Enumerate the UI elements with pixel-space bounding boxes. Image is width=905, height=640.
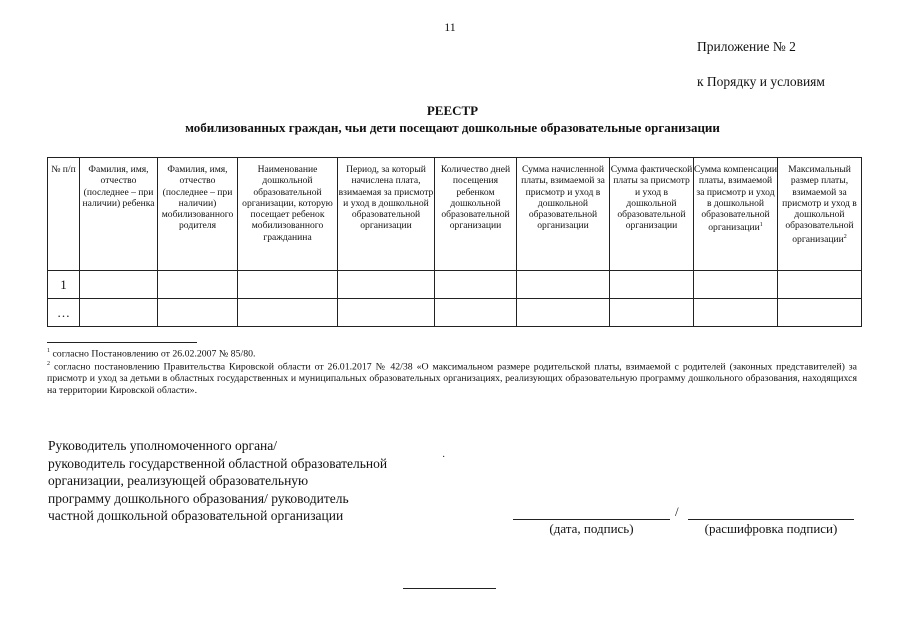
document-subtitle: мобилизованных граждан, чьи дети посещают дошкольные образовательные организации (185, 120, 720, 135)
table-header-row (48, 158, 862, 271)
table-cell (158, 299, 238, 327)
header-days: Количество дней посещения ребенком дошкольной образовательной организации (435, 158, 517, 271)
table-cell (338, 271, 435, 299)
footnote-mark: 2 (843, 233, 847, 240)
signatory-line: Руководитель уполномоченного органа/ (48, 438, 278, 453)
table-cell (80, 271, 158, 299)
header-parent-name: Фамилия, имя, отчество (последнее – при наличии) мобилизованного родителя (158, 158, 238, 271)
header-charged-amount: Сумма начисленной платы, взимаемой за присмотр и уход в дошкольной образовательной организации (517, 158, 610, 271)
table-cell (238, 271, 338, 299)
signatory-line: программу дошкольного образования/ руководитель (48, 490, 349, 506)
table-cell: 1 (48, 271, 80, 299)
date-signature-caption: (дата, подпись) (549, 521, 634, 536)
table-cell (80, 299, 158, 327)
registry-table (47, 157, 862, 327)
stray-dot: · (442, 452, 446, 463)
signature-name-line[interactable] (688, 519, 854, 520)
bottom-rule (403, 588, 496, 589)
table-cell (238, 299, 338, 327)
table-cell (435, 299, 517, 327)
header-number: № п/п (48, 158, 80, 271)
signatory-line: организации, реализующей образовательную (48, 473, 309, 489)
table-cell (435, 271, 517, 299)
table-cell (778, 271, 862, 299)
footnote-mark: 1 (759, 222, 763, 229)
appendix-label: Приложение № 2 (697, 39, 796, 54)
header-max-fee: Максимальный размер платы, взимаемой за присмотр и уход в дошкольной образовательной организации$^2$ (778, 158, 862, 271)
document-title: РЕЕСТР (426, 103, 479, 118)
table-cell (517, 299, 610, 327)
footnote-2 (47, 358, 857, 397)
signature-slash: / (675, 504, 679, 519)
name-decoding-caption: (расшифровка подписи) (704, 521, 838, 536)
footnote-mark: 2 (47, 361, 50, 367)
signatory-block (48, 437, 387, 525)
table-cell (694, 271, 778, 299)
header-organization: Наименование дошкольной образовательной организации, которую посещает ребенок мобилизованного гражданина (238, 158, 338, 271)
table-cell (694, 299, 778, 327)
header-actual-amount: Сумма фактической платы за присмотр и уход в дошкольной образовательной организации (610, 158, 694, 271)
footnote-text: согласно Постановлению от 26.02.2007 № 85/80. (52, 348, 256, 360)
header-compensation-amount: Сумма компенсации платы, взимаемой за присмотр и уход в дошкольной образовательной организации$^1$ (694, 158, 778, 271)
table-cell (610, 271, 694, 299)
table-cell (610, 299, 694, 327)
signatory-line: руководитель государственной областной образовательной (48, 455, 388, 471)
header-period: Период, за который начислена плата, взимаемая за присмотр и уход в дошкольной образовательной организации (338, 158, 435, 271)
table-row (48, 271, 862, 299)
signature-date-line[interactable] (513, 519, 670, 520)
table-cell (338, 299, 435, 327)
table-cell: … (48, 299, 80, 327)
table-cell (778, 299, 862, 327)
table-row (48, 299, 862, 327)
signatory-line: частной дошкольной образовательной организации (48, 508, 344, 524)
appendix-reference: к Порядку и условиям (697, 74, 825, 89)
header-child-name: Фамилия, имя, отчество (последнее – при наличии) ребенка (80, 158, 158, 271)
table-cell (158, 271, 238, 299)
table-cell (517, 271, 610, 299)
page-number: 11 (444, 20, 456, 34)
footnote-separator (47, 342, 197, 343)
footnote-mark: 1 (47, 348, 50, 354)
footnote-text: согласно постановлению Правительства Кировской области от 26.01.2017 № 42/38 «О максимальном размере родительской платы, взимаемой с родителей (законных представителей) за присмотр и уход за детьми в областных государственных и муниципальных образовательных организациях, реализующих образовательную программу дошкольного образования, находящихся на территории Кировской области». (47, 361, 857, 397)
